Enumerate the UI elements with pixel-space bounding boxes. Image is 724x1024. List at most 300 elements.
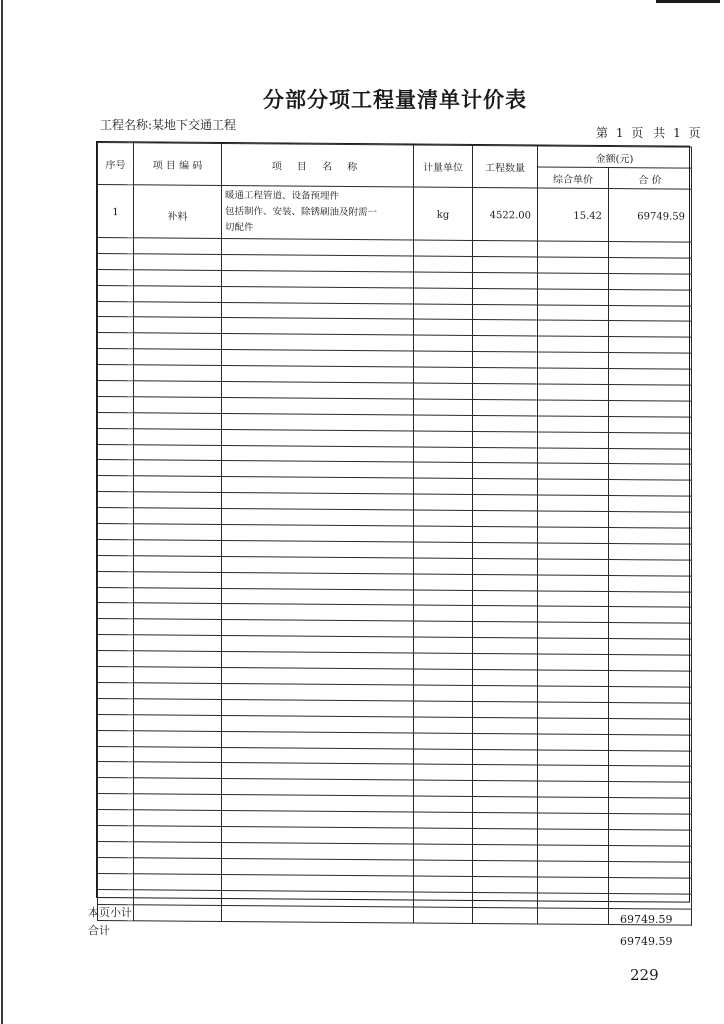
empty-cell	[414, 907, 473, 923]
empty-cell	[473, 479, 538, 495]
empty-cell	[609, 829, 692, 846]
empty-cell	[609, 686, 692, 703]
empty-cell	[609, 432, 692, 449]
subtotal-label: 本页小计	[88, 906, 132, 919]
empty-cell	[134, 349, 222, 366]
empty-cell	[473, 590, 538, 606]
empty-cell	[222, 413, 414, 430]
empty-cell	[538, 591, 609, 607]
empty-cell	[609, 337, 692, 354]
empty-cell	[98, 412, 134, 428]
empty-cell	[98, 524, 134, 540]
empty-cell	[609, 385, 692, 402]
empty-cell	[473, 892, 538, 908]
empty-cell	[473, 844, 538, 860]
empty-cell	[134, 603, 222, 620]
empty-cell	[98, 762, 134, 778]
empty-cell	[98, 333, 134, 349]
header-name: 项 目 名 称	[222, 143, 414, 187]
empty-cell	[134, 365, 222, 382]
empty-cell	[414, 621, 473, 637]
empty-cell	[609, 416, 692, 433]
empty-cell	[134, 810, 222, 827]
empty-cell	[222, 302, 414, 319]
scan-edge	[1, 0, 3, 1024]
empty-cell	[98, 539, 134, 555]
empty-cell	[222, 763, 414, 780]
empty-cell	[98, 508, 134, 524]
empty-cell	[222, 429, 414, 446]
empty-cell	[538, 829, 609, 845]
empty-cell	[473, 495, 538, 511]
empty-cell	[538, 638, 609, 654]
empty-cell	[134, 667, 222, 684]
empty-cell	[98, 587, 134, 603]
empty-cell	[134, 254, 222, 271]
empty-cell	[473, 272, 538, 288]
empty-cell	[222, 461, 414, 478]
empty-cell	[414, 462, 473, 478]
empty-cell	[98, 603, 134, 619]
empty-cell	[134, 778, 222, 795]
empty-cell	[538, 781, 609, 797]
empty-cell	[609, 400, 692, 417]
empty-cell	[134, 524, 222, 541]
header-qty: 工程数量	[473, 145, 538, 188]
empty-row	[98, 905, 692, 926]
empty-cell	[473, 463, 538, 479]
row-name-line: 切配件	[225, 222, 254, 234]
empty-cell	[134, 889, 222, 906]
empty-cell	[414, 669, 473, 685]
empty-cell	[414, 542, 473, 558]
empty-cell	[222, 636, 414, 653]
empty-cell	[98, 492, 134, 508]
empty-cell	[414, 256, 473, 272]
empty-cell	[473, 240, 538, 256]
empty-cell	[609, 575, 692, 592]
empty-cell	[222, 906, 414, 923]
empty-cell	[473, 765, 538, 781]
empty-cell	[538, 432, 609, 448]
empty-cell	[134, 905, 222, 922]
empty-cell	[222, 874, 414, 891]
empty-cell	[222, 238, 414, 255]
empty-cell	[538, 448, 609, 464]
empty-cell	[473, 511, 538, 527]
empty-cell	[538, 273, 609, 289]
empty-cell	[609, 528, 692, 545]
empty-cell	[609, 845, 692, 862]
empty-cell	[609, 814, 692, 831]
empty-cell	[538, 877, 609, 893]
header-seq: 序号	[98, 143, 134, 185]
empty-cell	[98, 269, 134, 285]
empty-cell	[609, 766, 692, 783]
empty-cell	[609, 607, 692, 624]
empty-cell	[473, 320, 538, 336]
empty-cell	[473, 860, 538, 876]
empty-cell	[134, 508, 222, 525]
empty-cell	[222, 699, 414, 716]
empty-cell	[134, 826, 222, 843]
empty-cell	[538, 305, 609, 321]
empty-cell	[473, 781, 538, 797]
empty-cell	[473, 622, 538, 638]
page-total: 共 1 页	[653, 126, 701, 140]
empty-cell	[134, 270, 222, 287]
empty-cell	[134, 381, 222, 398]
empty-cell	[538, 718, 609, 734]
empty-cell	[609, 242, 692, 259]
empty-cell	[473, 431, 538, 447]
empty-cell	[134, 683, 222, 700]
empty-cell	[222, 890, 414, 907]
empty-cell	[538, 479, 609, 495]
empty-cell	[538, 575, 609, 591]
empty-cell	[134, 858, 222, 875]
empty-cell	[609, 273, 692, 290]
empty-cell	[609, 512, 692, 529]
header-unit-price: 综合单价	[538, 167, 609, 189]
empty-cell	[222, 334, 414, 351]
empty-cell	[538, 352, 609, 368]
empty-cell	[134, 428, 222, 445]
empty-cell	[414, 558, 473, 574]
empty-cell	[414, 351, 473, 367]
empty-cell	[414, 272, 473, 288]
empty-cell	[538, 416, 609, 432]
empty-cell	[222, 270, 414, 287]
empty-cell	[98, 555, 134, 571]
empty-cell	[538, 845, 609, 861]
empty-cell	[609, 750, 692, 767]
empty-cell	[609, 671, 692, 688]
empty-cell	[134, 413, 222, 430]
empty-cell	[134, 699, 222, 716]
empty-cell	[222, 445, 414, 462]
empty-cell	[414, 685, 473, 701]
empty-cell	[222, 397, 414, 414]
empty-cell	[134, 762, 222, 779]
empty-cell	[609, 289, 692, 306]
empty-cell	[414, 304, 473, 320]
empty-cell	[414, 764, 473, 780]
empty-cell	[609, 257, 692, 274]
empty-cell	[414, 748, 473, 764]
row-qty: 4522.00	[473, 187, 538, 241]
empty-cell	[609, 543, 692, 560]
empty-cell	[609, 734, 692, 751]
empty-cell	[414, 240, 473, 256]
empty-cell	[473, 542, 538, 558]
empty-cell	[414, 653, 473, 669]
empty-cell	[222, 731, 414, 748]
empty-cell	[134, 746, 222, 763]
empty-cell	[222, 477, 414, 494]
empty-cell	[134, 873, 222, 890]
empty-cell	[414, 335, 473, 351]
empty-cell	[98, 651, 134, 667]
empty-cell	[538, 384, 609, 400]
empty-cell	[473, 717, 538, 733]
empty-cell	[538, 320, 609, 336]
empty-cell	[538, 336, 609, 352]
empty-cell	[609, 861, 692, 878]
empty-cell	[473, 654, 538, 670]
empty-cell	[473, 352, 538, 368]
empty-cell	[414, 319, 473, 335]
empty-cell	[538, 559, 609, 575]
empty-cell	[414, 367, 473, 383]
empty-cell	[222, 509, 414, 526]
empty-cell	[609, 559, 692, 576]
empty-cell	[473, 415, 538, 431]
empty-cell	[134, 492, 222, 509]
empty-cell	[414, 717, 473, 733]
empty-cell	[609, 893, 692, 910]
empty-cell	[222, 604, 414, 621]
empty-cell	[538, 606, 609, 622]
header-total: 合 价	[609, 168, 692, 190]
empty-cell	[98, 238, 134, 254]
empty-cell	[414, 478, 473, 494]
row-unit: kg	[414, 187, 473, 240]
empty-cell	[538, 257, 609, 273]
empty-cell	[414, 780, 473, 796]
empty-cell	[414, 288, 473, 304]
empty-cell	[134, 651, 222, 668]
empty-cell	[222, 668, 414, 685]
pricing-table	[96, 141, 690, 903]
empty-cell	[222, 556, 414, 573]
empty-cell	[473, 797, 538, 813]
empty-cell	[134, 619, 222, 636]
empty-cell	[538, 368, 609, 384]
empty-cell	[473, 288, 538, 304]
empty-cell	[609, 782, 692, 799]
empty-cell	[473, 908, 538, 924]
empty-cell	[222, 620, 414, 637]
empty-cell	[414, 510, 473, 526]
empty-cell	[222, 652, 414, 669]
total-value: 69749.59	[620, 935, 673, 948]
header-code: 项 目 编 码	[134, 143, 222, 186]
empty-cell	[134, 238, 222, 255]
empty-cell	[538, 702, 609, 718]
empty-cell	[98, 889, 134, 905]
empty-cell	[473, 828, 538, 844]
empty-cell	[134, 556, 222, 573]
header-amount: 金额(元)	[538, 146, 692, 168]
empty-cell	[414, 892, 473, 908]
empty-cell	[134, 540, 222, 557]
empty-cell	[473, 670, 538, 686]
project-name: 工程名称:某地下交通工程	[100, 118, 237, 132]
empty-cell	[222, 858, 414, 875]
empty-cell	[414, 605, 473, 621]
empty-cell	[609, 623, 692, 640]
empty-cell	[414, 415, 473, 431]
empty-cell	[98, 682, 134, 698]
empty-cell	[134, 587, 222, 604]
empty-cell	[609, 702, 692, 719]
empty-cell	[414, 494, 473, 510]
empty-cell	[222, 795, 414, 812]
empty-cell	[538, 749, 609, 765]
empty-cell	[222, 826, 414, 843]
empty-cell	[134, 715, 222, 732]
empty-cell	[222, 525, 414, 542]
empty-cell	[473, 336, 538, 352]
empty-cell	[222, 318, 414, 335]
empty-cell	[134, 842, 222, 859]
empty-cell	[98, 841, 134, 857]
empty-cell	[222, 683, 414, 700]
empty-cell	[538, 622, 609, 638]
empty-cell	[222, 366, 414, 383]
empty-cell	[538, 543, 609, 559]
row-code: 补料	[134, 185, 222, 239]
empty-cell	[538, 908, 609, 924]
empty-cell	[222, 572, 414, 589]
empty-cell	[538, 861, 609, 877]
empty-cell	[609, 639, 692, 656]
empty-cell	[222, 842, 414, 859]
empty-cell	[609, 480, 692, 497]
empty-cell	[609, 305, 692, 322]
empty-cell	[98, 349, 134, 365]
subtotal-value: 69749.59	[620, 913, 673, 926]
empty-cell	[98, 301, 134, 317]
empty-cell	[134, 285, 222, 302]
empty-cell	[473, 304, 538, 320]
empty-cell	[538, 892, 609, 908]
empty-cell	[414, 574, 473, 590]
empty-cell	[98, 810, 134, 826]
empty-cell	[473, 813, 538, 829]
empty-cell	[414, 590, 473, 606]
empty-cell	[473, 447, 538, 463]
empty-cell	[609, 718, 692, 735]
empty-cell	[98, 381, 134, 397]
empty-cell	[609, 877, 692, 894]
empty-cell	[473, 558, 538, 574]
empty-cell	[414, 812, 473, 828]
empty-cell	[473, 399, 538, 415]
empty-cell	[222, 715, 414, 732]
empty-cell	[98, 730, 134, 746]
empty-cell	[134, 317, 222, 334]
empty-cell	[473, 685, 538, 701]
empty-cell	[98, 317, 134, 333]
empty-cell	[473, 733, 538, 749]
empty-cell	[538, 511, 609, 527]
empty-cell	[414, 860, 473, 876]
empty-cell	[222, 286, 414, 303]
empty-cell	[609, 448, 692, 465]
empty-cell	[222, 588, 414, 605]
page-title: 分部分项工程量清单计价表	[263, 87, 527, 112]
empty-cell	[98, 285, 134, 301]
empty-cell	[538, 654, 609, 670]
row-seq: 1	[98, 185, 134, 238]
empty-cell	[414, 796, 473, 812]
empty-cell	[538, 495, 609, 511]
empty-cell	[98, 460, 134, 476]
empty-cell	[222, 811, 414, 828]
empty-cell	[538, 289, 609, 305]
empty-cell	[609, 321, 692, 338]
page-current: 第 1 页	[596, 126, 644, 140]
empty-cell	[414, 701, 473, 717]
empty-cell	[98, 746, 134, 762]
empty-cell	[222, 350, 414, 367]
empty-cell	[134, 571, 222, 588]
empty-cell	[538, 765, 609, 781]
empty-cell	[414, 431, 473, 447]
empty-cell	[134, 794, 222, 811]
empty-cell	[98, 778, 134, 794]
empty-cell	[414, 637, 473, 653]
empty-cell	[414, 526, 473, 542]
empty-cell	[414, 828, 473, 844]
empty-cell	[134, 301, 222, 318]
empty-cell	[609, 353, 692, 370]
empty-cell	[414, 447, 473, 463]
empty-cell	[473, 368, 538, 384]
empty-cell	[222, 747, 414, 764]
empty-cell	[98, 253, 134, 269]
empty-cell	[609, 798, 692, 815]
empty-cell	[134, 444, 222, 461]
empty-cell	[98, 635, 134, 651]
empty-cell	[538, 813, 609, 829]
empty-cell	[538, 734, 609, 750]
empty-cell	[222, 540, 414, 557]
empty-cell	[98, 857, 134, 873]
empty-cell	[134, 460, 222, 477]
empty-cell	[414, 399, 473, 415]
empty-cell	[134, 730, 222, 747]
empty-cell	[98, 571, 134, 587]
empty-cell	[222, 382, 414, 399]
empty-cell	[98, 714, 134, 730]
empty-cell	[609, 369, 692, 386]
empty-cell	[134, 476, 222, 493]
empty-cell	[98, 365, 134, 381]
row-total: 69749.59	[609, 189, 692, 243]
empty-cell	[98, 667, 134, 683]
empty-cell	[98, 619, 134, 635]
total-label: 合计	[88, 924, 110, 937]
empty-cell	[473, 701, 538, 717]
empty-cell	[414, 383, 473, 399]
header-unit: 计量单位	[414, 145, 473, 187]
empty-cell	[473, 638, 538, 654]
empty-cell	[473, 256, 538, 272]
empty-cell	[609, 591, 692, 608]
empty-cell	[473, 876, 538, 892]
row-name-line: 包括制作、安装、除锈刷油及附需一	[225, 206, 378, 219]
empty-cell	[134, 397, 222, 414]
empty-cell	[473, 574, 538, 590]
empty-cell	[473, 383, 538, 399]
empty-cell	[98, 476, 134, 492]
empty-cell	[538, 400, 609, 416]
empty-cell	[538, 241, 609, 257]
empty-cell	[609, 464, 692, 481]
